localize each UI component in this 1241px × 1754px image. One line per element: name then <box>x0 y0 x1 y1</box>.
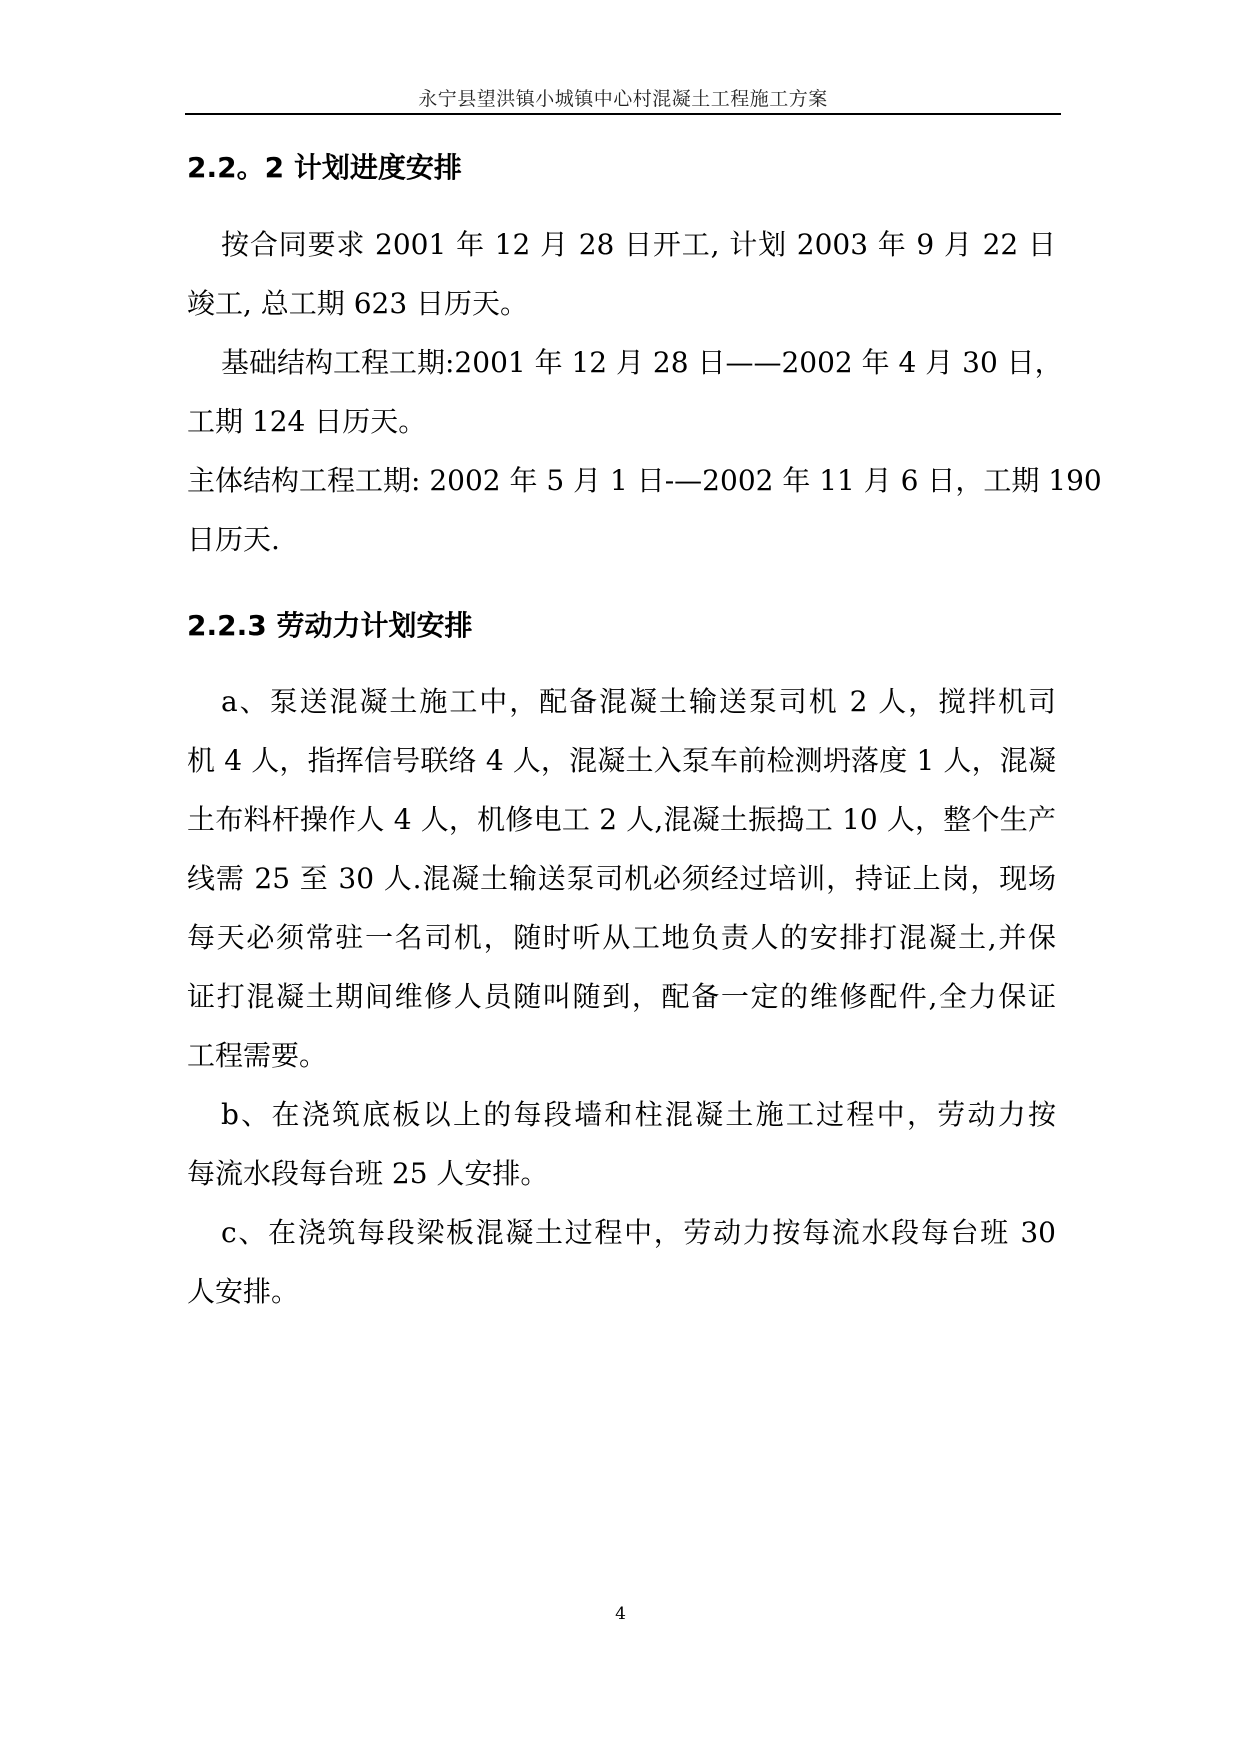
paragraph-line: 主体结构工程工期: 2002 年 5 月 1 日-—2002 年 11 月 6 日，工期 190 <box>187 464 1102 497</box>
paragraph-line: 证打混凝土期间维修人员随叫随到，配备一定的维修配件,全力保证 <box>187 980 1056 1013</box>
paragraph-line: 竣工, 总工期 623 日历天。 <box>187 287 529 320</box>
paragraph-line: 按合同要求 2001 年 12 月 28 日开工, 计划 2003 年 9 月 22 日 <box>221 228 1056 261</box>
section-heading-schedule: 2.2。2 计划进度安排 <box>187 151 462 184</box>
paragraph-line: a、泵送混凝土施工中，配备混凝土输送泵司机 2 人，搅拌机司 <box>221 685 1056 718</box>
paragraph-line: 日历天. <box>187 523 280 556</box>
paragraph-line: 土布料杆操作人 4 人，机修电工 2 人,混凝土振捣工 10 人，整个生产 <box>187 803 1056 836</box>
section-heading-labor: 2.2.3 劳动力计划安排 <box>187 609 473 642</box>
paragraph-line: b、在浇筑底板以上的每段墙和柱混凝土施工过程中，劳动力按 <box>221 1098 1056 1131</box>
paragraph-line: 工期 124 日历天。 <box>187 405 427 438</box>
paragraph-line: 机 4 人，指挥信号联络 4 人，混凝土入泵车前检测坍落度 1 人，混凝 <box>187 744 1056 777</box>
paragraph-line: 每流水段每台班 25 人安排。 <box>187 1157 549 1190</box>
paragraph-line: 工程需要。 <box>187 1039 328 1072</box>
paragraph-line: c、在浇筑每段梁板混凝土过程中，劳动力按每流水段每台班 30 <box>221 1216 1056 1249</box>
paragraph-line: 人安排。 <box>187 1275 300 1308</box>
paragraph-line: 基础结构工程工期:2001 年 12 月 28 日——2002 年 4 月 30 日， <box>221 346 1063 379</box>
page-number: 4 <box>615 1604 626 1624</box>
paragraph-line: 线需 25 至 30 人.混凝土输送泵司机必须经过培训，持证上岗，现场 <box>187 862 1056 895</box>
page-header-title: 永宁县望洪镇小城镇中心村混凝土工程施工方案 <box>418 88 828 110</box>
header-divider <box>185 113 1061 115</box>
paragraph-line: 每天必须常驻一名司机，随时听从工地负责人的安排打混凝土,并保 <box>187 921 1056 954</box>
